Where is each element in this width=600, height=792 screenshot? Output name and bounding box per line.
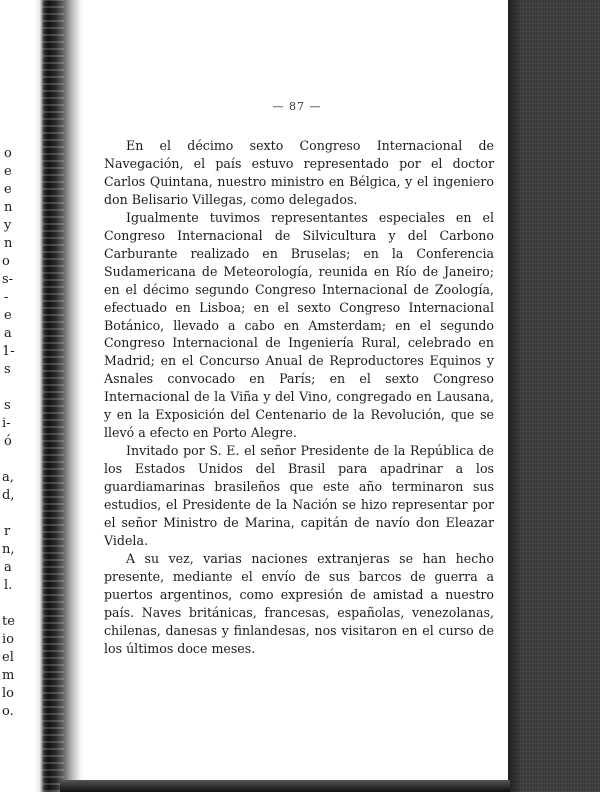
fragment-line: n, [2, 542, 15, 557]
fragment-line: o. [2, 704, 14, 719]
fragment-line: o [2, 254, 10, 269]
fragment-line: s- [2, 272, 14, 287]
fragment-line: a [4, 560, 12, 575]
fragment-line: m [2, 668, 15, 683]
fragment-line: e [4, 164, 12, 179]
book-page [86, 0, 508, 780]
fragment-line: a [4, 326, 12, 341]
page-bottom-edge [60, 780, 510, 792]
paragraph: A su vez, varias naciones extranjeras se han hecho presente, mediante el envío de sus barcos de guerra a puertos argentinos, como expresión de amistad a nuestro país. Naves británicas, francesas, españolas, venezolanas, chilenas, danesas y finlandesas, nos visitaron en el curso de los últimos doce meses. [104, 550, 494, 656]
fragment-line: i- [2, 416, 11, 431]
fragment-line: 1- [2, 344, 15, 359]
fragment-line: ó [4, 434, 12, 449]
fragment-line: lo [2, 686, 14, 701]
body-text [104, 137, 494, 658]
fragment-line: s [4, 362, 11, 377]
fragment-line: y [4, 218, 12, 233]
page-number: — 87 — [272, 100, 322, 113]
paragraph: En el décimo sexto Congreso Internacional de Navegación, el país estuvo representado por el doctor Carlos Quintana, nuestro ministro en Bélgica, y el ingeniero don Belisario Villegas, como delegados. [104, 138, 494, 207]
fragment-line: e [4, 308, 12, 323]
scan-background-right [508, 0, 600, 792]
fragment-line: o [4, 146, 12, 161]
fragment-line: s [4, 398, 11, 413]
fragment-line: l. [4, 578, 13, 593]
fragment-line: r [4, 524, 11, 539]
facing-page-fragment [0, 0, 34, 792]
fragment-line: el [2, 650, 14, 665]
fragment-line: d, [2, 488, 15, 503]
fragment-line: io [2, 632, 14, 647]
fragment-line: n [4, 236, 13, 251]
fragment-line: e [4, 182, 12, 197]
fragment-line: n [4, 200, 13, 215]
paragraph: Igualmente tuvimos representantes especiales en el Congreso Internacional de Silvicultura y del Carbono Carburante realizado en Bruselas; en la Conferencia Sudamericana de Meteorología, reunida en Río de Janeiro; en el décimo segundo Congreso Internacional de Zoología, efectuado en Lisboa; en el sexto Congreso Internacional Botánico, llevado a cabo en Amsterdam; en el segundo Congreso Internacional de Ingeniería Rural, celebrado en Madrid; en el Concurso Anual de Reproductores Equinos y Asnales convocado en París; en el sexto Congreso Internacional de la Viña y del Vino, congregado en Lausana, y en la Exposición del Centenario de la Revolución, que se llevó a efecto en Porto Alegre. [104, 209, 494, 441]
fragment-line: a, [2, 470, 14, 485]
paragraph: Invitado por S. E. el señor Presidente de la República de los Estados Unidos del Brasil para apadrinar a los guardiamarinas brasileños que este año terminaron sus estudios, el Presidente de la Nación se hizo representar por el señor Ministro de Marina, capitán de navío don Eleazar Videla. [104, 443, 494, 548]
fragment-line: te [2, 614, 15, 629]
fragment-line: - [4, 290, 9, 305]
book-binding-gutter [34, 0, 84, 792]
